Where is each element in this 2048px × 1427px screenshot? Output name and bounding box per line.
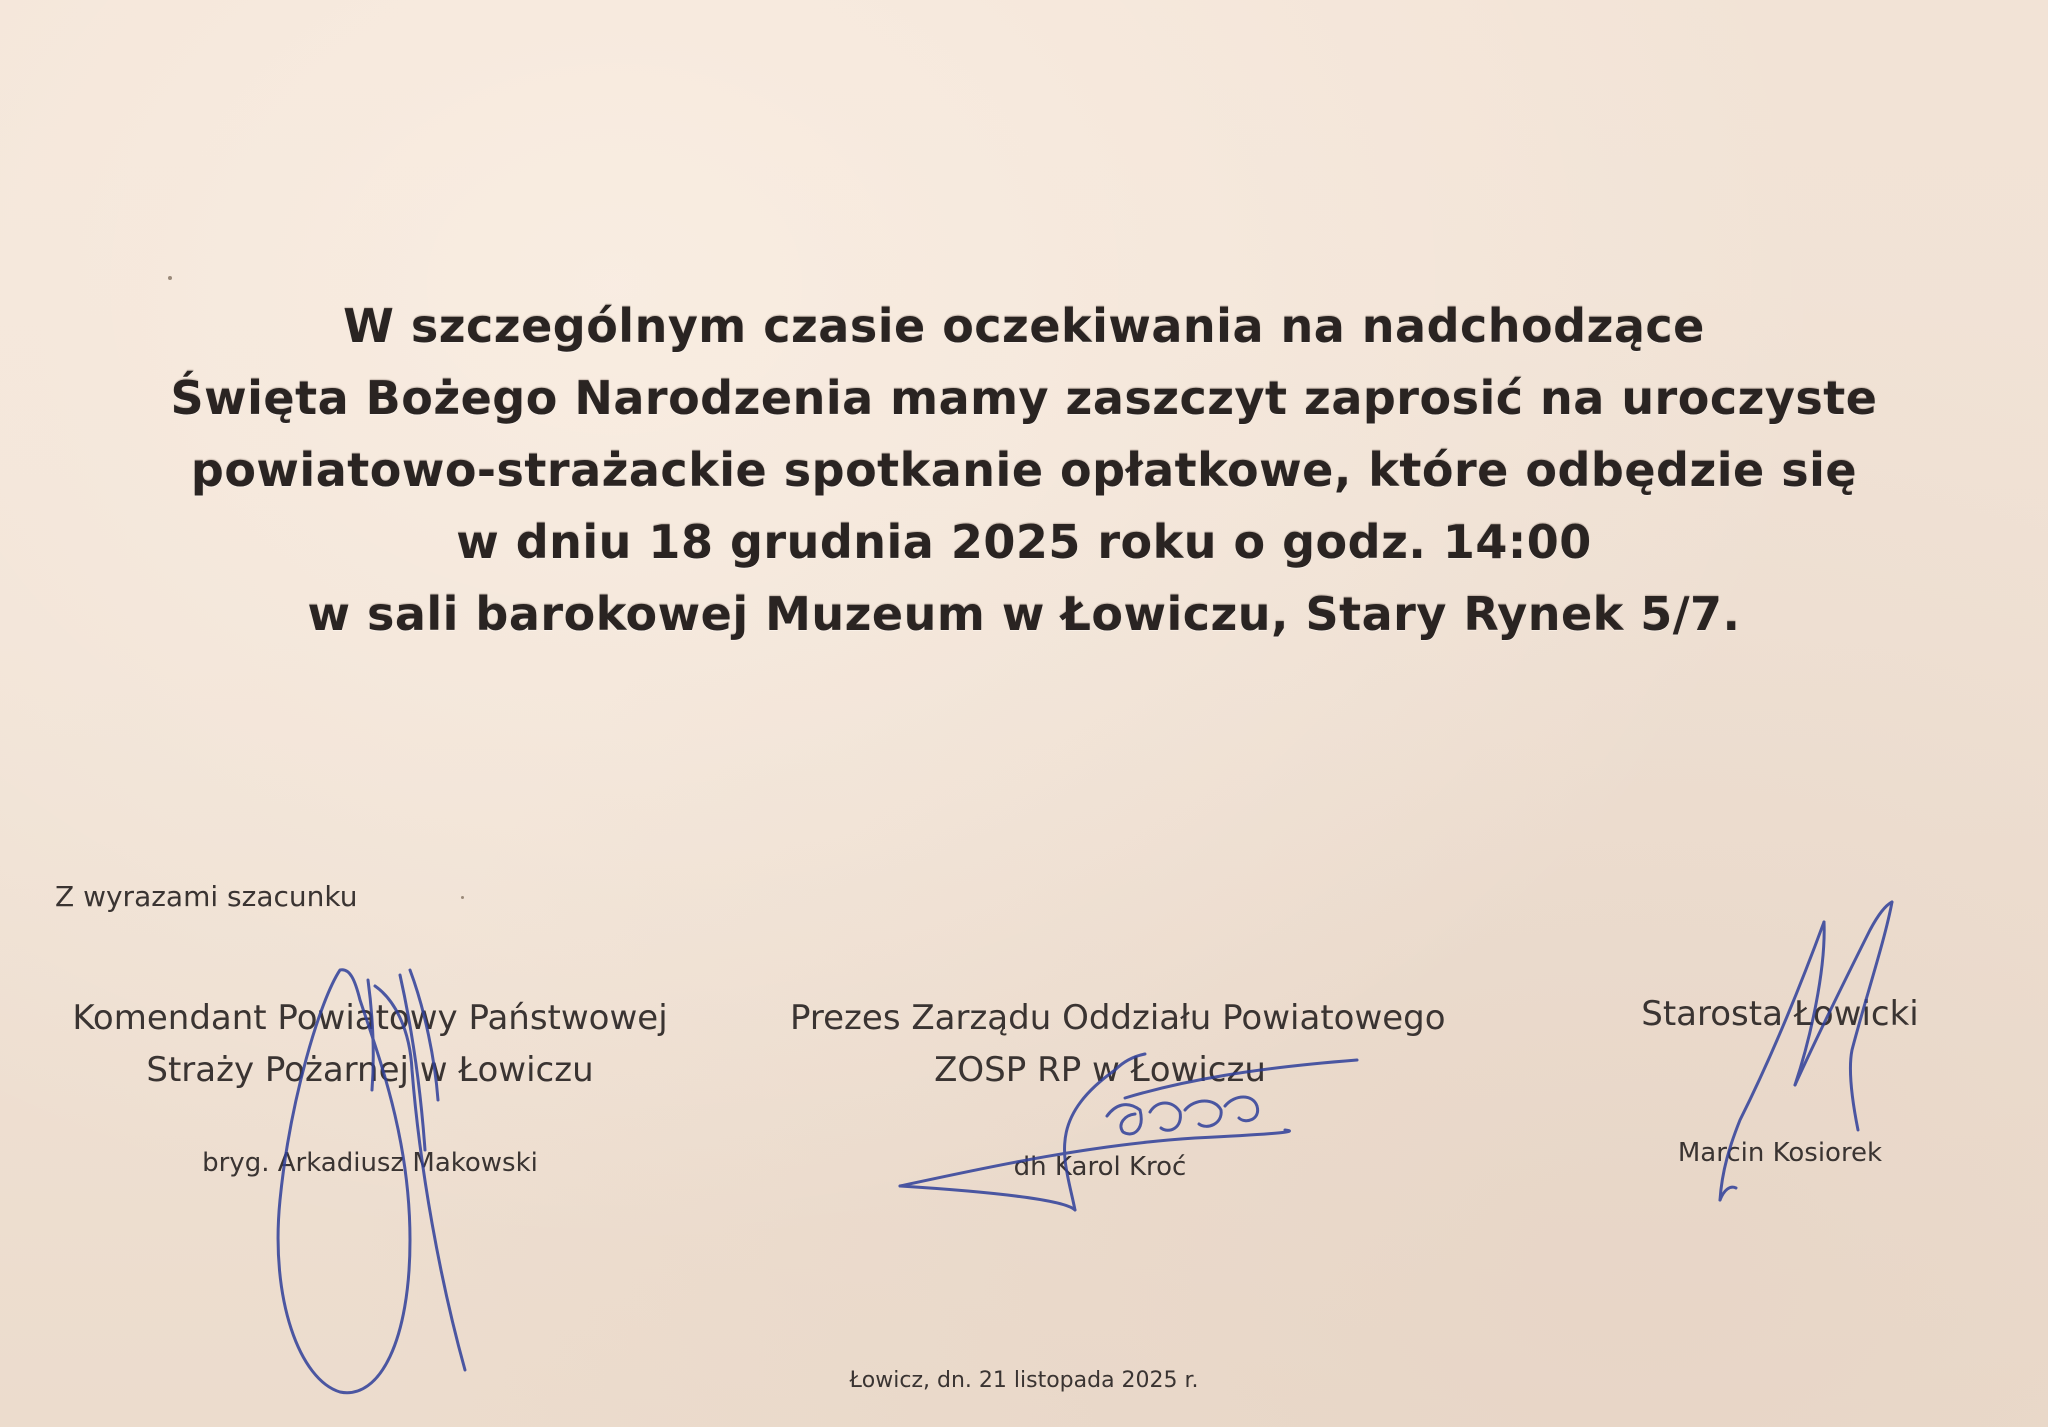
invitation-line: Święta Bożego Narodzenia mamy zaszczyt zaprosić na uroczyste: [170, 371, 1878, 425]
invitation-line: powiatowo-strażackie spotkanie opłatkowe, które odbędzie się: [190, 443, 1858, 497]
invitation-text: [0, 290, 2048, 650]
paper-speck: [461, 896, 464, 899]
signatory-title: Starosta Łowicki: [1641, 994, 1919, 1034]
signatory-title: Prezes Zarządu Oddziału Powiatowego: [790, 998, 1446, 1038]
signatory-name: dh Karol Kroć: [1013, 1152, 1187, 1182]
signatory-title: Straży Pożarnej w Łowiczu: [146, 1050, 594, 1090]
signatory-starost: [1620, 988, 1940, 1168]
signatory-zosp-president: [790, 992, 1446, 1182]
signatory-title: Komendant Powiatowy Państwowej: [72, 998, 668, 1038]
invitation-line: w dniu 18 grudnia 2025 roku o godz. 14:00: [456, 515, 1592, 569]
invitation-line: w sali barokowej Muzeum w Łowiczu, Stary Rynek 5/7.: [307, 587, 1741, 641]
signatory-name: bryg. Arkadiusz Makowski: [202, 1148, 538, 1178]
signatory-name: Marcin Kosiorek: [1677, 1138, 1883, 1168]
signatory-title: ZOSP RP w Łowiczu: [934, 1050, 1266, 1090]
invitation-line: W szczególnym czasie oczekiwania na nadchodzące: [343, 299, 1705, 353]
paper-speck: [168, 276, 172, 280]
signatory-fire-commander: [20, 992, 720, 1178]
closing-greeting: Z wyrazami szacunku: [55, 880, 358, 913]
place-and-date: Łowicz, dn. 21 listopada 2025 r.: [849, 1368, 1199, 1393]
